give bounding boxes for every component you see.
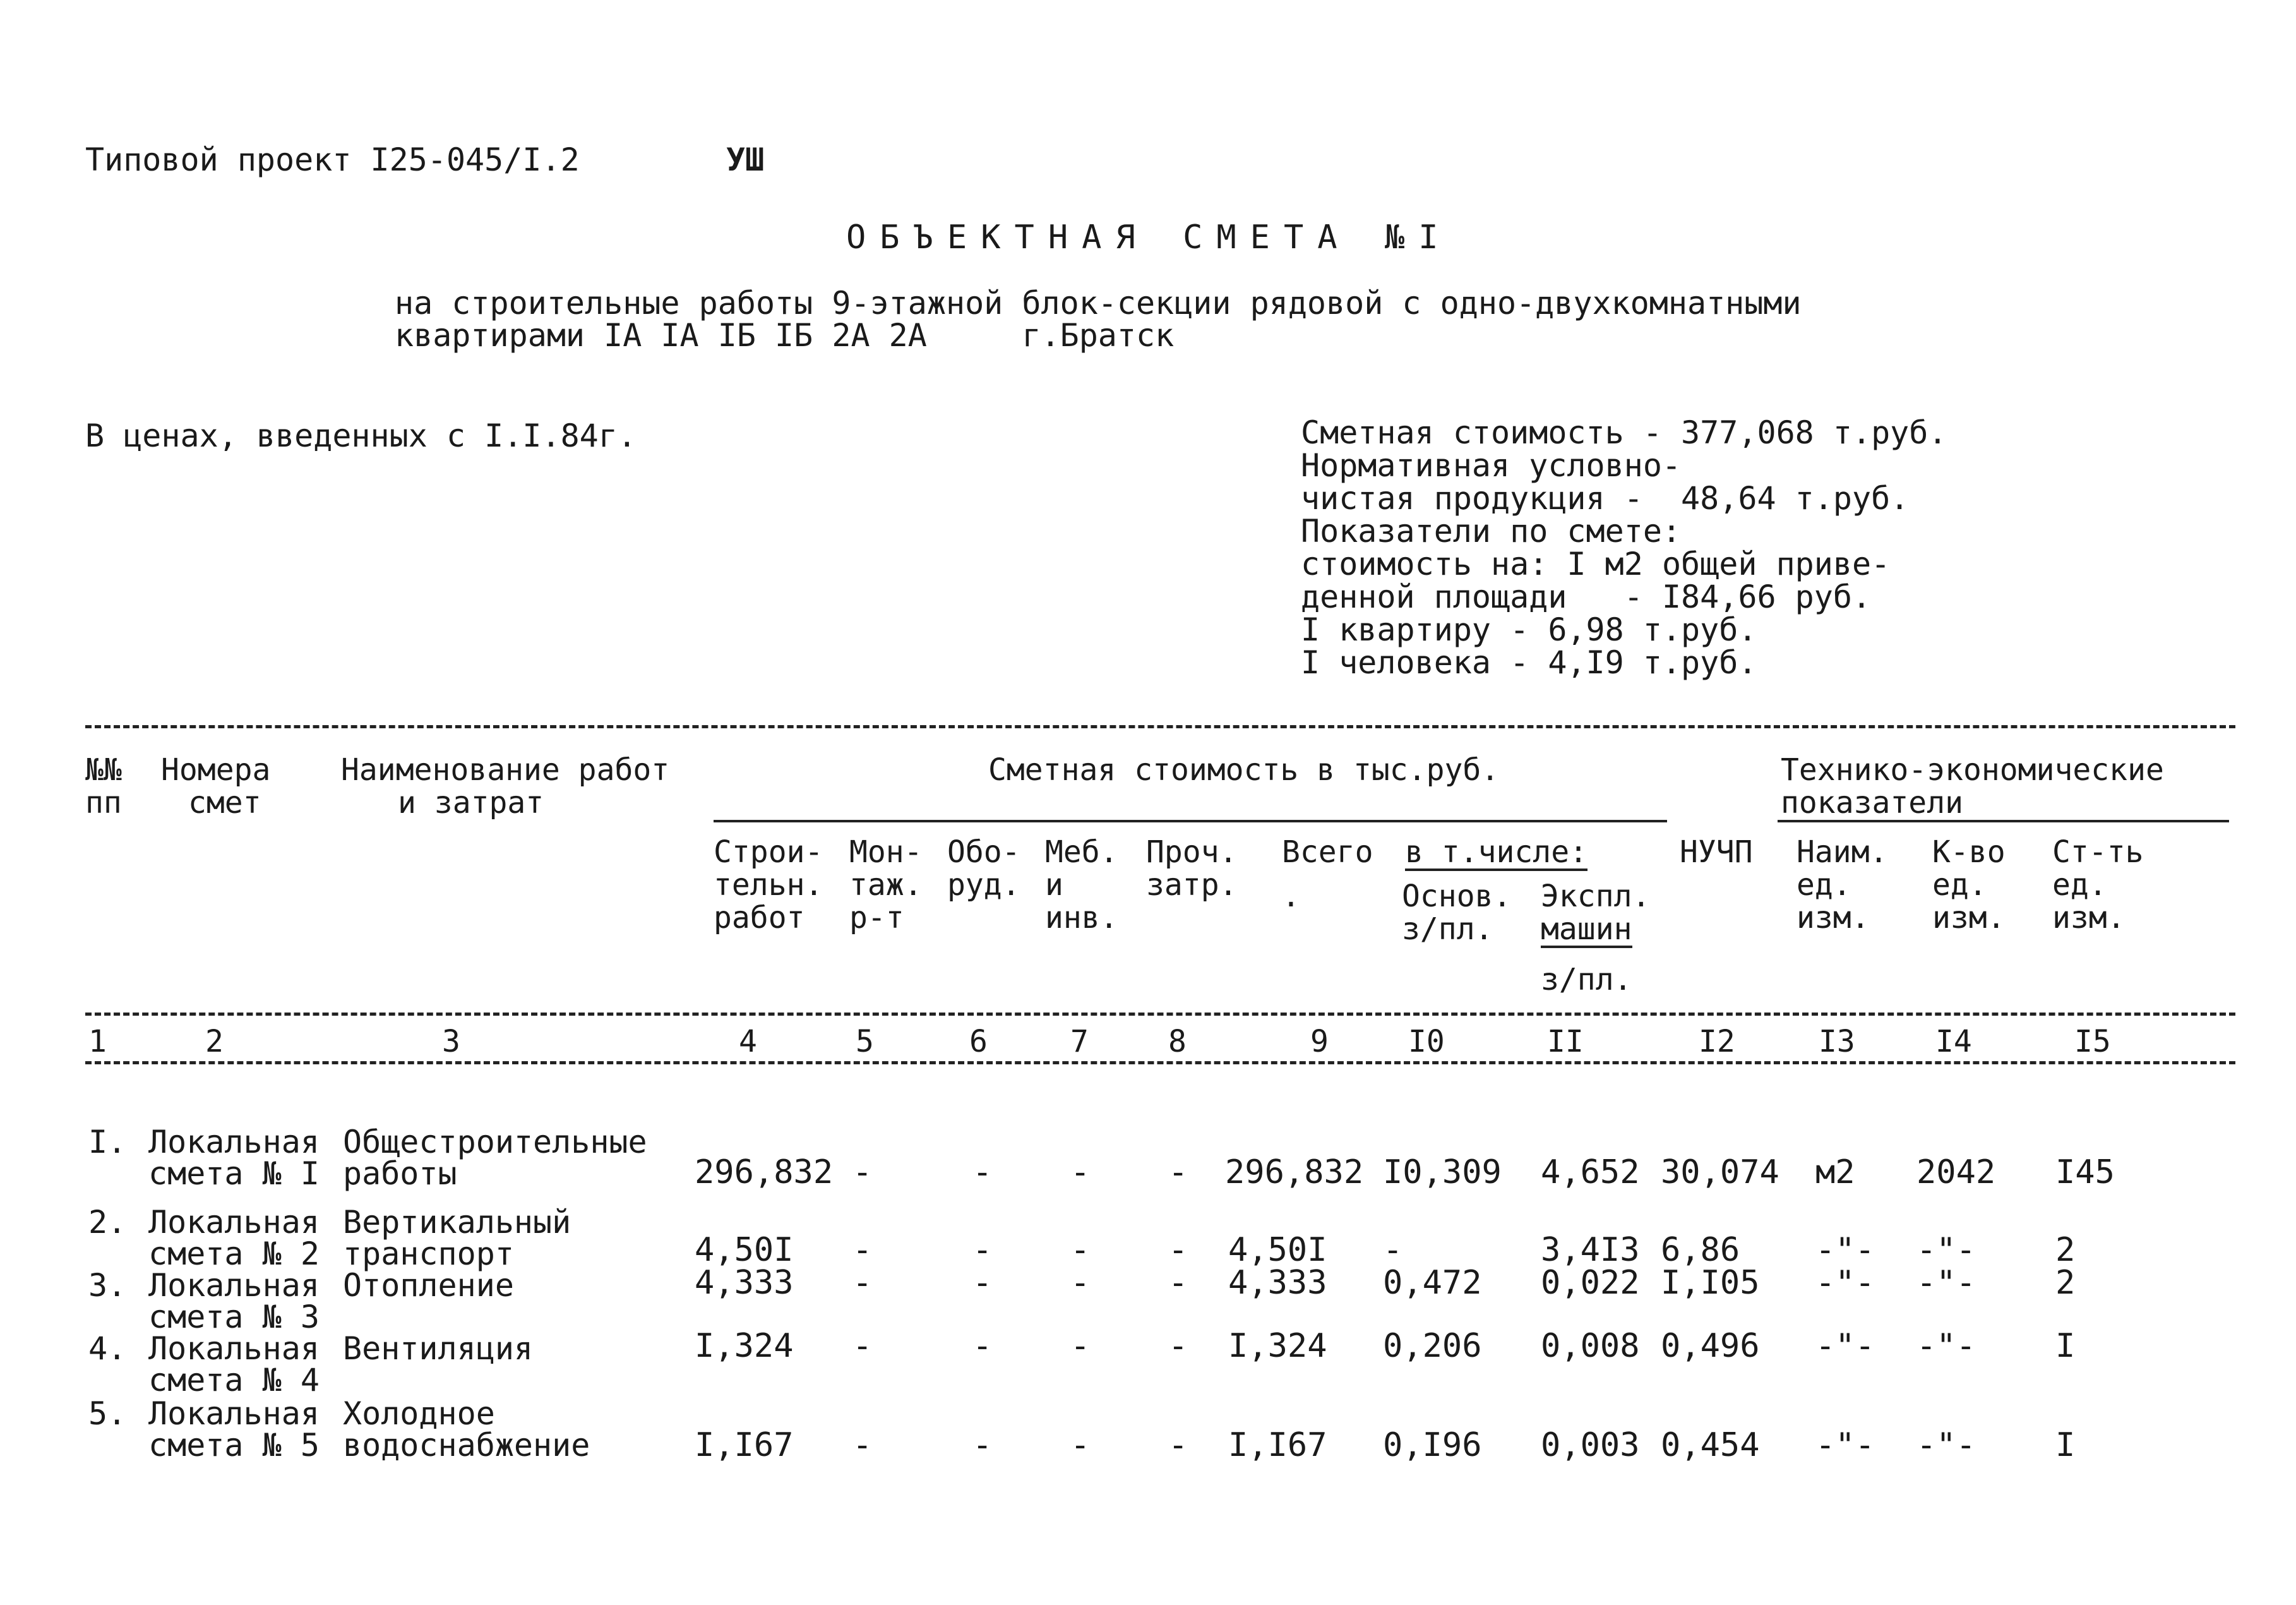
- row-value-col4: I,I67: [695, 1426, 794, 1464]
- header-num: №№: [85, 752, 122, 788]
- header-name: и затрат: [398, 785, 544, 821]
- row-value-col15: I45: [2055, 1153, 2115, 1191]
- row-value-col13: м2: [1815, 1153, 1855, 1191]
- row-value-col8: -: [1168, 1231, 1188, 1269]
- row-value-col8: -: [1168, 1264, 1188, 1302]
- summary-line: Нормативная условно-: [1301, 447, 1682, 484]
- row-work-name: Общестроительные: [343, 1124, 647, 1160]
- row-value-col12: 0,496: [1661, 1327, 1760, 1365]
- row-estimate: смета № 2: [148, 1235, 320, 1272]
- header-col4: Строи-: [714, 834, 823, 870]
- column-number-rule: [85, 1061, 2235, 1064]
- subtitle-line-2: квартирами IА IА IБ IБ 2А 2А г.Братск: [395, 317, 1175, 354]
- row-work-name: транспорт: [343, 1235, 514, 1272]
- row-value-col12: 0,454: [1661, 1426, 1760, 1464]
- prices-note: В ценах, введенных с I.I.84г.: [85, 418, 637, 454]
- row-value-col10: -: [1383, 1231, 1403, 1269]
- header-col14: К-во: [1932, 834, 2006, 870]
- row-value-col15: 2: [2055, 1264, 2076, 1302]
- header-col13: изм.: [1797, 900, 1870, 935]
- row-value-col13: -"-: [1815, 1426, 1875, 1464]
- row-value-col10: 0,206: [1383, 1327, 1482, 1365]
- row-value-col7: -: [1070, 1231, 1091, 1269]
- row-value-col9: 296,832: [1225, 1153, 1364, 1191]
- row-estimate: Локальная: [148, 1330, 320, 1367]
- row-value-col11: 3,4I3: [1541, 1231, 1640, 1269]
- column-number: 5: [856, 1024, 874, 1059]
- header-col7: Меб.: [1045, 834, 1118, 870]
- row-work-name: водоснабжение: [343, 1427, 590, 1464]
- header-col9: Всего: [1282, 834, 1373, 870]
- header-col6: Обо-: [947, 834, 1020, 870]
- row-value-col6: -: [972, 1264, 993, 1302]
- row-value-col6: -: [972, 1426, 993, 1464]
- document-title: ОБЪЕКТНАЯ СМЕТА №I: [846, 219, 1452, 256]
- column-number: 8: [1168, 1024, 1187, 1059]
- row-value-col9: 4,333: [1228, 1264, 1327, 1302]
- column-number: 9: [1310, 1024, 1329, 1059]
- table-top-rule: [85, 725, 2235, 728]
- header-col4: тельн.: [714, 867, 823, 903]
- header-col11: з/пл.: [1541, 962, 1632, 997]
- column-number: 6: [969, 1024, 988, 1059]
- row-value-col14: 2042: [1916, 1153, 1996, 1191]
- row-value-col12: I,I05: [1661, 1264, 1760, 1302]
- row-estimate: смета № 5: [148, 1427, 320, 1464]
- summary-line: I квартиру - 6,98 т.руб.: [1301, 611, 1757, 648]
- summary-line: денной площади - I84,66 руб.: [1301, 579, 1872, 615]
- row-estimate: Локальная: [148, 1395, 320, 1432]
- row-number: 2.: [88, 1204, 127, 1241]
- row-value-col15: I: [2055, 1327, 2076, 1365]
- row-value-col10: I0,309: [1383, 1153, 1502, 1191]
- row-estimate: Локальная: [148, 1204, 320, 1241]
- row-value-col11: 0,003: [1541, 1426, 1640, 1464]
- header-tech-group: Технико-экономические: [1781, 752, 2164, 788]
- header-col11: машин: [1541, 911, 1632, 947]
- header-col10: з/пл.: [1402, 911, 1493, 947]
- row-estimate: Локальная: [148, 1124, 320, 1160]
- column-number: I4: [1935, 1024, 1972, 1059]
- header-col14: ед.: [1932, 867, 1987, 903]
- row-estimate: смета № I: [148, 1155, 320, 1192]
- header-col5: Мон-: [849, 834, 923, 870]
- header-col12: НУЧП: [1680, 834, 1753, 870]
- row-value-col10: 0,I96: [1383, 1426, 1482, 1464]
- header-estimate: Номера: [161, 752, 271, 788]
- column-number: 3: [442, 1024, 460, 1059]
- row-value-col5: -: [852, 1231, 873, 1269]
- header-col11: Экспл.: [1541, 879, 1651, 914]
- header-col13: ед.: [1797, 867, 1851, 903]
- row-value-col11: 0,008: [1541, 1327, 1640, 1365]
- summary-line: I человека - 4,I9 т.руб.: [1301, 644, 1757, 681]
- subtitle-line-1: на строительные работы 9-этажной блок-секции рядовой с одно-двухкомнатными: [395, 285, 1802, 322]
- row-value-col10: 0,472: [1383, 1264, 1482, 1302]
- row-value-col7: -: [1070, 1426, 1091, 1464]
- section-number: УШ: [726, 141, 765, 178]
- column-number: 2: [205, 1024, 224, 1059]
- summary-line: стоимость на: I м2 общей приве-: [1301, 546, 1891, 582]
- row-value-col7: -: [1070, 1153, 1091, 1191]
- row-value-col14: -"-: [1916, 1426, 1976, 1464]
- row-value-col12: 30,074: [1661, 1153, 1779, 1191]
- row-number: I.: [88, 1124, 127, 1160]
- project-number: Типовой проект I25-045/I.2: [85, 141, 580, 178]
- row-work-name: Вентиляция: [343, 1330, 534, 1367]
- header-col14: изм.: [1932, 900, 2006, 935]
- row-value-col9: I,I67: [1228, 1426, 1327, 1464]
- row-value-col8: -: [1168, 1327, 1188, 1365]
- header-col5: таж.: [849, 867, 923, 903]
- header-name: Наименование работ: [341, 752, 670, 788]
- header-col4: работ: [714, 900, 805, 935]
- row-value-col14: -"-: [1916, 1264, 1976, 1302]
- row-number: 3.: [88, 1267, 127, 1304]
- header-col7: инв.: [1045, 900, 1118, 935]
- row-value-col15: I: [2055, 1426, 2076, 1464]
- header-bottom-rule: [85, 1013, 2235, 1016]
- header-col8: затр.: [1146, 867, 1238, 903]
- summary-line: Показатели по смете:: [1301, 513, 1682, 550]
- row-value-col13: -"-: [1815, 1231, 1875, 1269]
- row-value-col5: -: [852, 1327, 873, 1365]
- row-number: 4.: [88, 1330, 127, 1367]
- column-number: I0: [1408, 1024, 1445, 1059]
- header-col15: изм.: [2052, 900, 2126, 935]
- row-value-col6: -: [972, 1153, 993, 1191]
- header-col9: .: [1282, 879, 1300, 914]
- row-work-name: работы: [343, 1155, 457, 1192]
- row-value-col4: I,324: [695, 1327, 794, 1365]
- row-value-col12: 6,86: [1661, 1231, 1740, 1269]
- row-value-col15: 2: [2055, 1231, 2076, 1269]
- header-including: в т.числе:: [1405, 834, 1587, 870]
- row-value-col7: -: [1070, 1327, 1091, 1365]
- row-value-col5: -: [852, 1264, 873, 1302]
- row-value-col13: -"-: [1815, 1264, 1875, 1302]
- header-cost-group: Сметная стоимость в тыс.руб.: [988, 752, 1500, 788]
- row-value-col14: -"-: [1916, 1327, 1976, 1365]
- header-tech-group: показатели: [1781, 785, 1963, 821]
- summary-line: чистая продукция - 48,64 т.руб.: [1301, 480, 1910, 517]
- row-value-col9: 4,50I: [1228, 1231, 1327, 1269]
- row-value-col8: -: [1168, 1426, 1188, 1464]
- row-work-name: Холодное: [343, 1395, 495, 1432]
- row-value-col5: -: [852, 1153, 873, 1191]
- header-col5: р-т: [849, 900, 904, 935]
- column-number: I3: [1819, 1024, 1855, 1059]
- row-value-col11: 0,022: [1541, 1264, 1640, 1302]
- header-col6: руд.: [947, 867, 1020, 903]
- header-col15: ед.: [2052, 867, 2107, 903]
- header-col7: и: [1045, 867, 1063, 903]
- header-col10: Основ.: [1402, 879, 1512, 914]
- row-estimate: смета № 3: [148, 1299, 320, 1335]
- row-value-col9: I,324: [1228, 1327, 1327, 1365]
- row-estimate: смета № 4: [148, 1362, 320, 1398]
- row-value-col4: 4,333: [695, 1264, 794, 1302]
- row-value-col13: -"-: [1815, 1327, 1875, 1365]
- column-number: 1: [88, 1024, 107, 1059]
- row-value-col4: 296,832: [695, 1153, 834, 1191]
- row-value-col6: -: [972, 1231, 993, 1269]
- summary-line: Сметная стоимость - 377,068 т.руб.: [1301, 414, 1947, 451]
- row-value-col7: -: [1070, 1264, 1091, 1302]
- column-number: 7: [1070, 1024, 1089, 1059]
- column-number: I2: [1699, 1024, 1735, 1059]
- row-value-col11: 4,652: [1541, 1153, 1640, 1191]
- row-estimate: Локальная: [148, 1267, 320, 1304]
- column-number: 4: [739, 1024, 757, 1059]
- row-number: 5.: [88, 1395, 127, 1432]
- row-work-name: Вертикальный: [343, 1204, 571, 1241]
- column-number: I5: [2074, 1024, 2111, 1059]
- row-value-col5: -: [852, 1426, 873, 1464]
- row-value-col4: 4,50I: [695, 1231, 794, 1269]
- row-value-col14: -"-: [1916, 1231, 1976, 1269]
- column-number: II: [1547, 1024, 1584, 1059]
- row-work-name: Отопление: [343, 1267, 514, 1304]
- header-col8: Проч.: [1146, 834, 1238, 870]
- row-value-col8: -: [1168, 1153, 1188, 1191]
- cost-group-rule: [714, 820, 1667, 822]
- header-estimate: смет: [188, 785, 261, 821]
- row-value-col6: -: [972, 1327, 993, 1365]
- header-num: пп: [85, 785, 122, 821]
- header-col13: Наим.: [1797, 834, 1888, 870]
- header-col15: Ст-ть: [2052, 834, 2144, 870]
